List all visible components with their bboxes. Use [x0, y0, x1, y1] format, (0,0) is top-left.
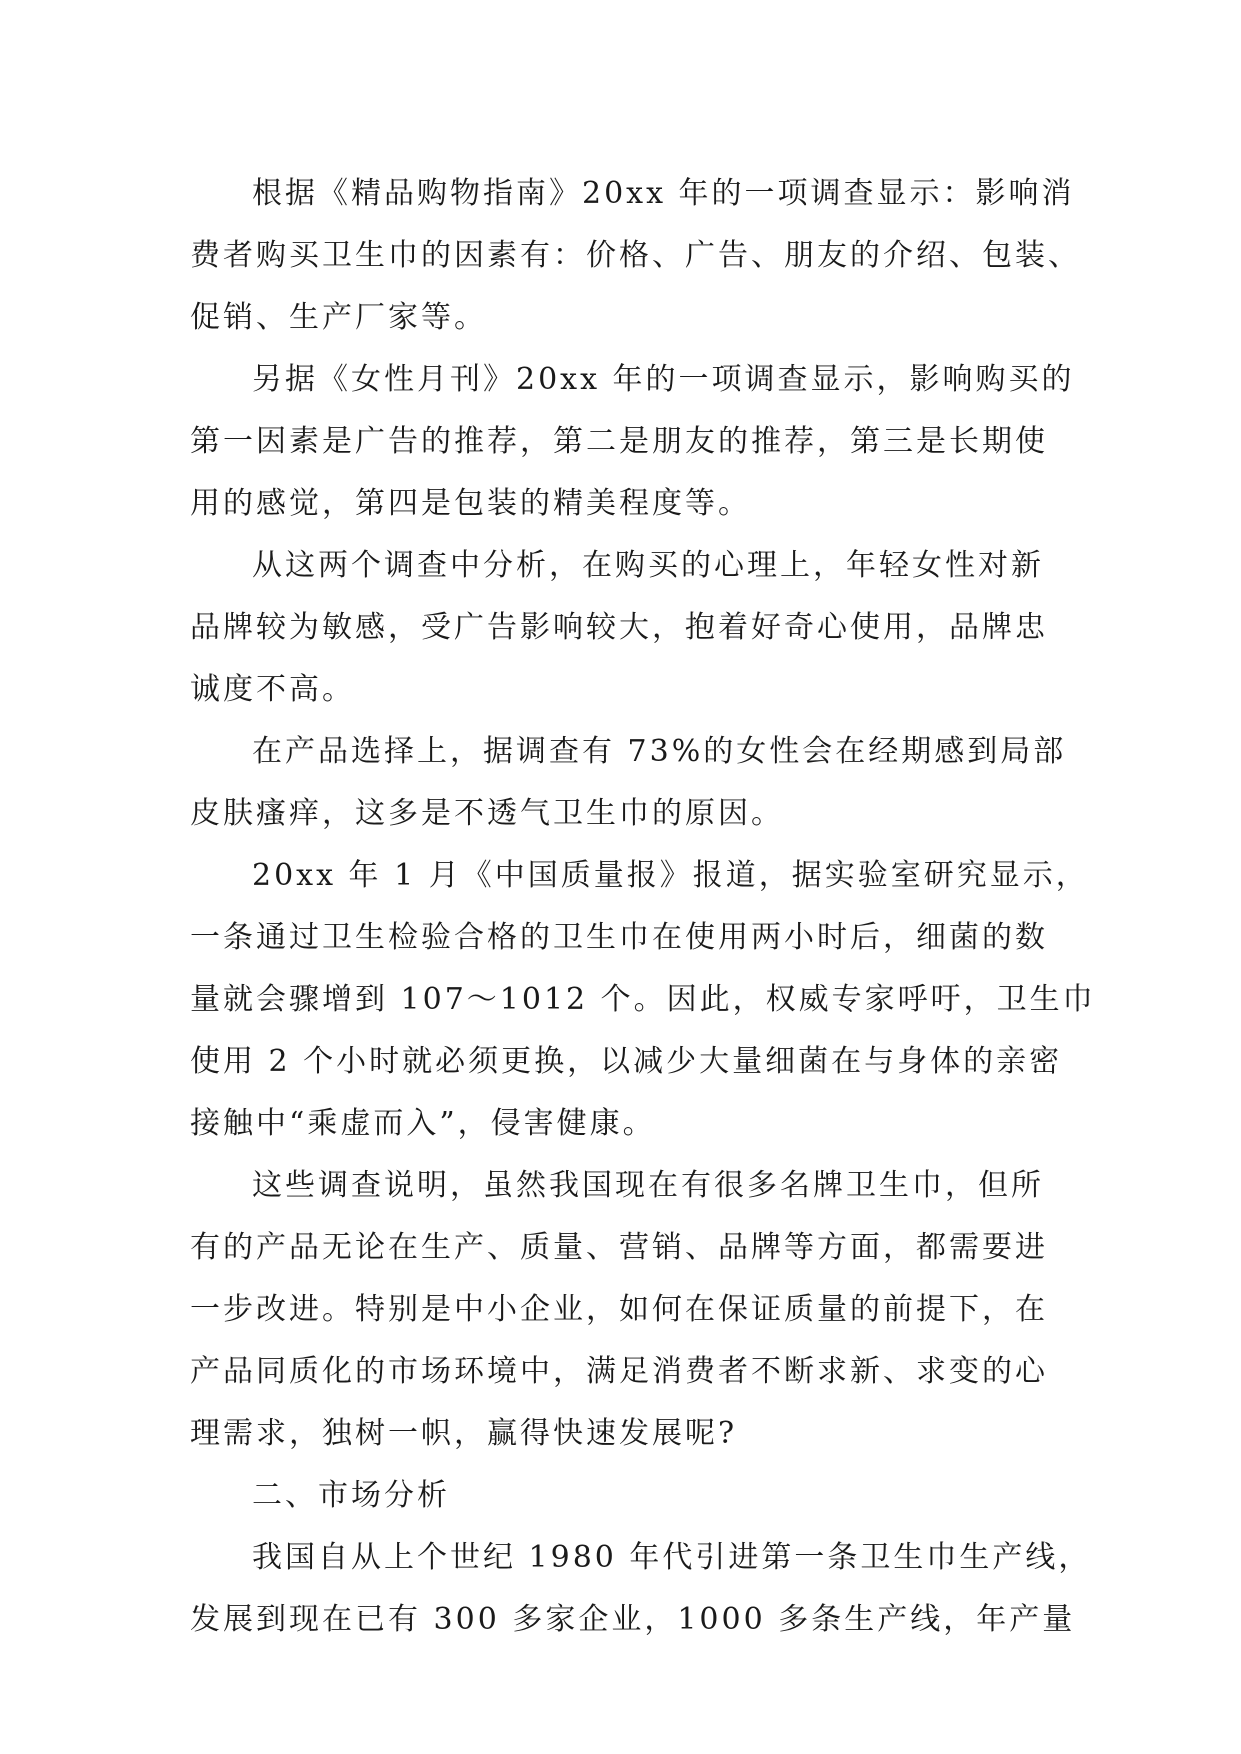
document-body [190, 163, 1096, 1651]
text-line: 发展到现在已有 300 多家企业，1000 多条生产线，年产量 [190, 1602, 1076, 1637]
text-line: 20xx 年 1 月《中国质量报》报道，据实验室研究显示， [252, 858, 1089, 893]
text-line: 另据《女性月刊》20xx 年的一项调查显示，影响购买的 [252, 362, 1075, 397]
paragraph-survey-women-monthly [190, 349, 1075, 535]
paragraph-analysis [190, 535, 1060, 721]
paragraph-quality-report [190, 845, 1096, 1155]
text-line: 这些调查说明，虽然我国现在有很多名牌卫生巾，但所 [252, 1168, 1044, 1203]
text-line: 一条通过卫生检验合格的卫生巾在使用两小时后，细菌的数 [190, 920, 1048, 955]
section-heading-market-analysis [190, 1465, 1060, 1527]
text-line: 有的产品无论在生产、质量、营销、品牌等方面，都需要进 [190, 1230, 1048, 1265]
paragraph-product-selection [190, 721, 1067, 845]
section-heading: 二、市场分析 [252, 1478, 450, 1513]
paragraph-conclusion [190, 1155, 1060, 1465]
text-line: 一步改进。特别是中小企业，如何在保证质量的前提下，在 [190, 1292, 1048, 1327]
paragraph-survey-shopping-guide [190, 163, 1081, 349]
text-line: 促销、生产厂家等。 [190, 300, 487, 335]
text-line: 费者购买卫生巾的因素有：价格、广告、朋友的介绍、包装、 [190, 238, 1081, 273]
text-line: 第一因素是广告的推荐，第二是朋友的推荐，第三是长期使 [190, 424, 1048, 459]
text-line: 用的感觉，第四是包装的精美程度等。 [190, 486, 751, 521]
text-line: 我国自从上个世纪 1980 年代引进第一条卫生巾生产线， [252, 1540, 1092, 1575]
text-line: 产品同质化的市场环境中，满足消费者不断求新、求变的心 [190, 1354, 1048, 1389]
paragraph-market-history [190, 1527, 1092, 1651]
text-line: 诚度不高。 [190, 672, 355, 707]
text-line: 理需求，独树一帜，赢得快速发展呢? [190, 1416, 738, 1451]
text-line: 皮肤瘙痒，这多是不透气卫生巾的原因。 [190, 796, 784, 831]
text-line: 使用 2 个小时就必须更换，以减少大量细菌在与身体的亲密 [190, 1044, 1063, 1079]
text-line: 接触中“乘虚而入”，侵害健康。 [190, 1106, 656, 1141]
text-line: 根据《精品购物指南》20xx 年的一项调查显示：影响消 [252, 176, 1075, 211]
text-line: 在产品选择上，据调查有 73%的女性会在经期感到局部 [252, 734, 1067, 769]
text-line: 从这两个调查中分析，在购买的心理上，年轻女性对新 [252, 548, 1044, 583]
text-line: 品牌较为敏感，受广告影响较大，抱着好奇心使用，品牌忠 [190, 610, 1048, 645]
text-line: 量就会骤增到 107～1012 个。因此，权威专家呼吁，卫生巾 [190, 982, 1096, 1017]
